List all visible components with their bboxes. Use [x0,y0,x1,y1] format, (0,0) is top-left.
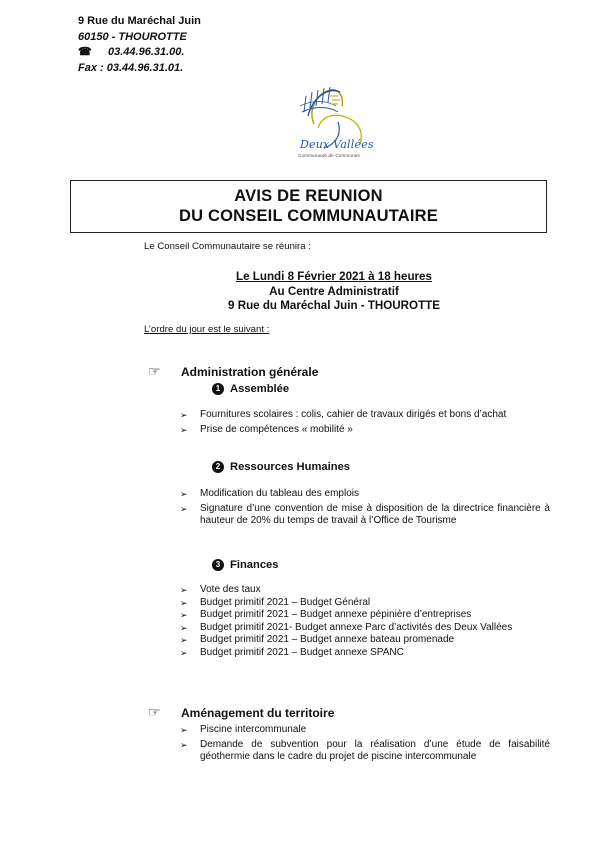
list-item: ➢ Budget primitif 2021 – Budget Général [180,596,371,608]
address-block [78,14,201,76]
agenda-label: L’ordre du jour est le suivant : [144,324,270,335]
address-line2: 60150 - THOUROTTE [78,30,187,43]
title-line2: DU CONSEIL COMMUNAUTAIRE [178,207,439,225]
arrow-bullet-icon: ➢ [180,647,188,658]
arrow-bullet-icon: ➢ [180,725,188,735]
list-item: ➢ Fournitures scolaires : colis, cahier de travaux dirigés et bons d’achat [180,409,507,420]
section-amenagement [148,704,334,721]
subsection-rh [212,461,350,473]
arrow-bullet-icon: ➢ [180,740,188,750]
fax-number: Fax : 03.44.96.31.01. [78,61,184,74]
list-item: ➢ Piscine intercommunale [180,724,307,735]
logo-subtitle: Communauté de Communes [298,153,360,158]
meeting-details [144,270,524,314]
list-item: ➢ Signature d’une convention de mise à disposition de la directrice financière à hauteur de 20% du temps de travail à l’Office de Tourisme [180,503,550,526]
list-item: ➢ Budget primitif 2021 – Budget annexe bateau promenade [180,634,455,645]
arrow-bullet-icon: ➢ [180,622,188,633]
list-finances [180,584,550,659]
list-item: ➢ Budget primitif 2021 – Budget annexe SPANC [180,646,404,658]
subsection-title: Ressources Humaines [230,461,351,473]
arrow-bullet-icon: ➢ [180,635,188,645]
list-item: ➢ Modification du tableau des emplois [180,488,359,499]
subsection-assemblee [212,383,289,395]
pointing-hand-icon: ☞ [148,704,161,720]
arrow-bullet-icon: ➢ [180,610,188,620]
list-rh [180,488,550,530]
address-line1: 9 Rue du Maréchal Juin [78,15,201,27]
section-title: Administration générale [181,364,319,379]
meeting-date: Le Lundi 8 Février 2021 à 18 heures [236,270,432,283]
title-box [70,180,547,233]
intro-text: Le Conseil Communautaire se réunira : [144,241,311,252]
arrow-bullet-icon: ➢ [180,585,188,595]
title-line1: AVIS DE REUNION [234,187,383,205]
list-item: ➢ Budget primitif 2021- Budget annexe Parc d’activités des Deux Vallées [180,621,513,633]
list-item: ➢ Demande de subvention pour la réalisation d’une étude de faisabilité géothermie dans le cadre du projet de piscine intercommunale [180,739,550,762]
meeting-address: 9 Rue du Maréchal Juin - THOUROTTE [228,299,440,312]
section-administration [148,363,318,380]
arrow-bullet-icon: ➢ [180,425,188,435]
list-item: ➢ Vote des taux [180,584,261,595]
number-badge-icon: 2 [212,461,224,473]
list-item: ➢ Budget primitif 2021 – Budget annexe pépinière d’entreprises [180,609,472,620]
telephone-icon: ☎ [78,46,92,58]
phone-line [78,45,201,61]
section-title: Aménagement du territoire [181,705,335,720]
subsection-title: Assemblée [230,383,290,395]
list-amenagement [180,724,550,766]
subsection-title: Finances [230,559,279,571]
arrow-bullet-icon: ➢ [180,410,188,420]
number-badge-icon: 3 [212,559,224,571]
list-assemblee [180,409,550,439]
logo-name: Deux Vallées [300,138,374,151]
meeting-place: Au Centre Administratif [269,284,399,298]
phone-number: 03.44.96.31.00. [108,46,185,58]
arrow-bullet-icon: ➢ [180,597,188,608]
arrow-bullet-icon: ➢ [180,489,188,499]
list-item: ➢ Prise de compétences « mobilité » [180,424,353,435]
subsection-finances [212,559,279,571]
pointing-hand-icon: ☞ [148,363,161,379]
arrow-bullet-icon: ➢ [180,504,188,514]
number-badge-icon: 1 [212,383,224,395]
